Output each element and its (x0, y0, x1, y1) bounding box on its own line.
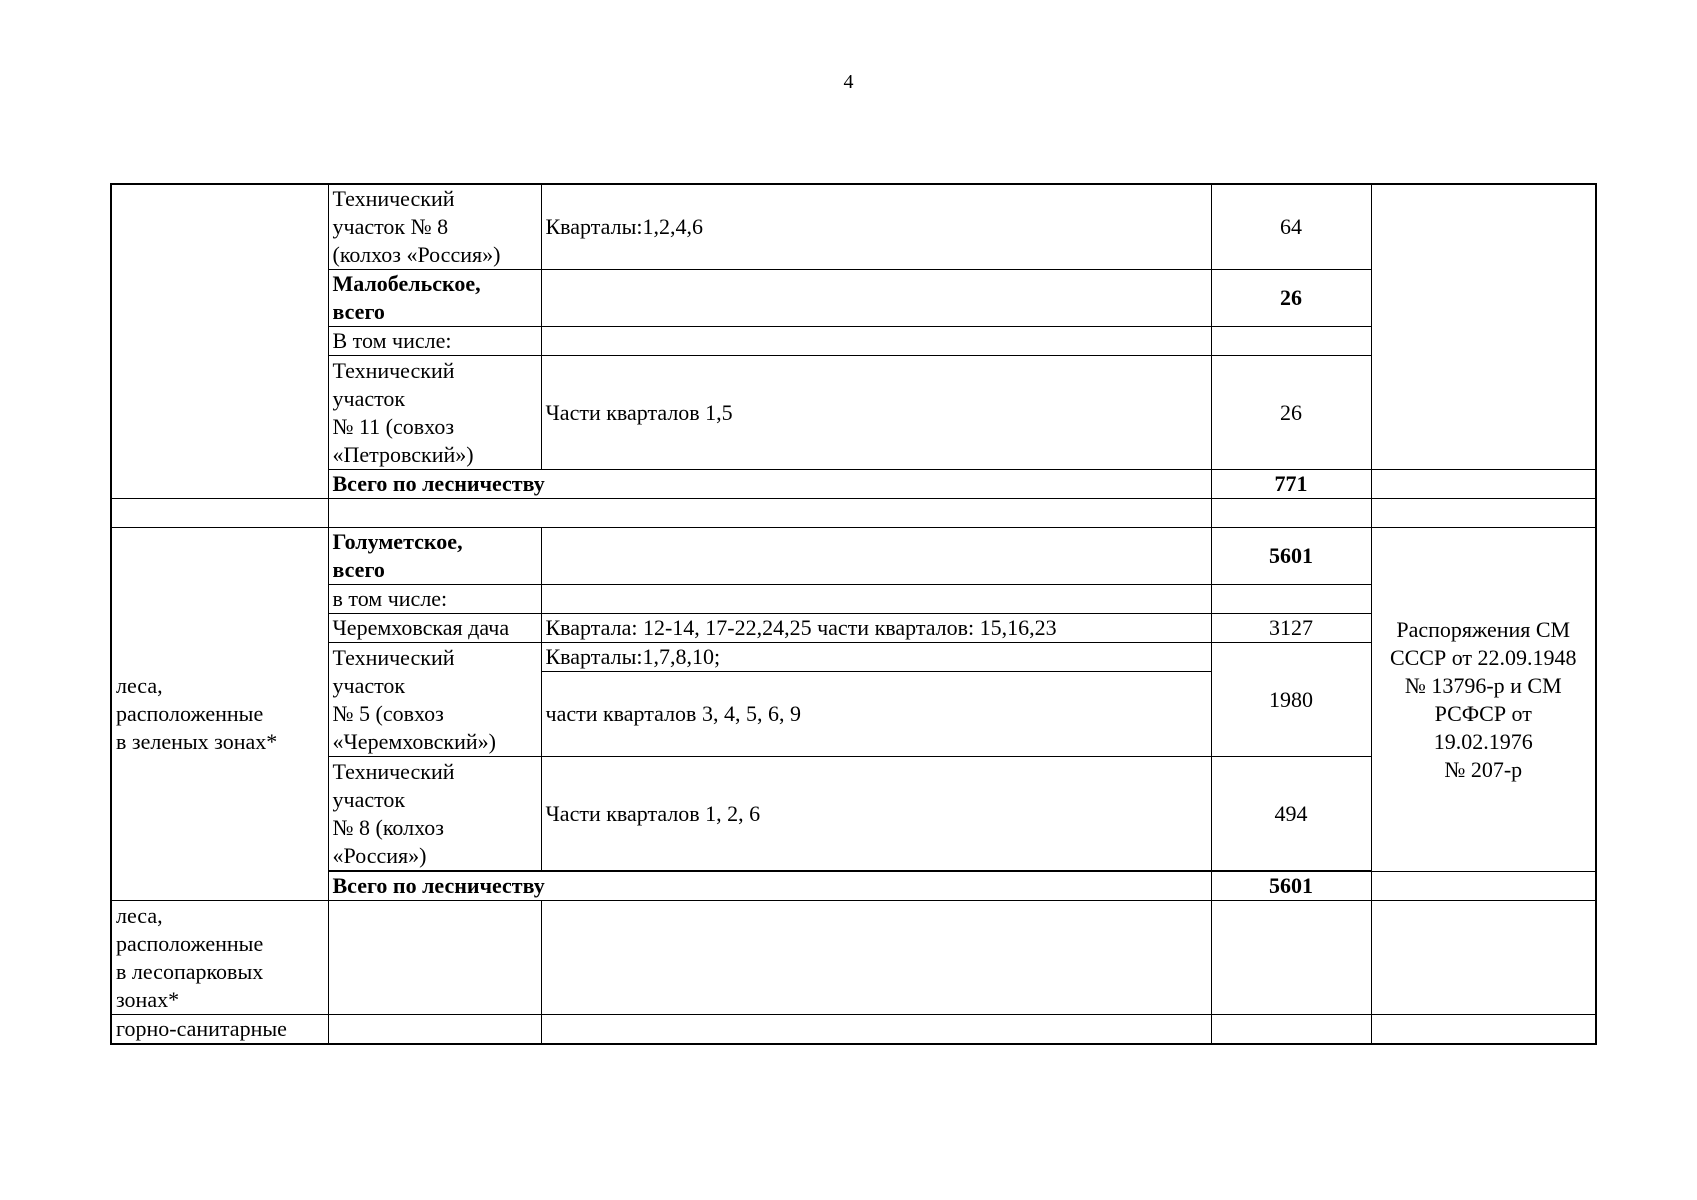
area-cell: 494 (1211, 757, 1371, 871)
section-name-cell (328, 901, 541, 1015)
area-cell: 1980 (1211, 643, 1371, 757)
basis-cell-empty (1371, 470, 1596, 499)
forestry-total-label: Всего по лесничеству (328, 470, 1211, 499)
quarters-cell (541, 585, 1211, 614)
section-name-cell: Технический участок № 8 (колхоз «Россия») (328, 184, 541, 270)
table-row (111, 184, 1596, 270)
area-cell: 26 (1211, 270, 1371, 327)
section-name-cell: В том числе: (328, 327, 541, 356)
quarters-cell (541, 327, 1211, 356)
section-name-cell: Технический участок № 5 (совхоз «Черемховский») (328, 643, 541, 757)
area-cell (1211, 901, 1371, 1015)
quarters-cell (541, 1015, 1211, 1045)
section-name-cell: Черемховская дача (328, 614, 541, 643)
empty-cell (328, 499, 1211, 528)
area-cell: 3127 (1211, 614, 1371, 643)
table-row (111, 872, 1596, 901)
area-cell: 5601 (1211, 528, 1371, 585)
category-cell-empty (111, 184, 328, 499)
page-number: 4 (843, 71, 854, 93)
area-cell (1211, 585, 1371, 614)
basis-cell-empty (1371, 901, 1596, 1015)
quarters-cell (541, 528, 1211, 585)
section-name-cell: Технический участок № 11 (совхоз «Петровский») (328, 356, 541, 470)
quarters-cell: Кварталы:1,2,4,6 (541, 184, 1211, 270)
quarters-cell: Части кварталов 1, 2, 6 (541, 757, 1211, 871)
basis-cell-empty (1371, 1015, 1596, 1045)
area-cell (1211, 1015, 1371, 1045)
area-cell: 64 (1211, 184, 1371, 270)
section-name-cell: в том числе: (328, 585, 541, 614)
forestry-total-label: Всего по лесничеству (328, 872, 1211, 901)
table-row-empty (111, 499, 1596, 528)
area-cell (1211, 327, 1371, 356)
basis-cell-empty (1371, 184, 1596, 470)
table-row (111, 470, 1596, 499)
forestry-total-area: 771 (1211, 470, 1371, 499)
basis-cell-empty (1371, 872, 1596, 901)
area-cell: 26 (1211, 356, 1371, 470)
empty-cell (111, 499, 328, 528)
table-row (111, 901, 1596, 1015)
forestry-total-name-cell: Малобельское, всего (328, 270, 541, 327)
quarters-cell: Квартала: 12-14, 17-22,24,25 части кварталов: 15,16,23 (541, 614, 1211, 643)
quarters-cell: части кварталов 3, 4, 5, 6, 9 (541, 672, 1211, 757)
forestry-total-name-cell: Голуметское, всего (328, 528, 541, 585)
table-row (111, 528, 1596, 585)
quarters-cell (541, 901, 1211, 1015)
category-cell: леса, расположенные в зеленых зонах* (111, 528, 328, 901)
forest-table (110, 183, 1597, 1045)
empty-cell (1371, 499, 1596, 528)
quarters-cell: Кварталы:1,7,8,10; (541, 643, 1211, 672)
basis-cell: Распоряжения СМ СССР от 22.09.1948 № 13796-р и СМ РСФСР от 19.02.1976 № 207-р (1371, 528, 1596, 872)
empty-cell (1211, 499, 1371, 528)
forestry-total-area: 5601 (1211, 872, 1371, 901)
quarters-cell: Части кварталов 1,5 (541, 356, 1211, 470)
category-cell: горно-санитарные (111, 1015, 328, 1045)
section-name-cell (328, 1015, 541, 1045)
category-cell: леса, расположенные в лесопарковых зонах* (111, 901, 328, 1015)
table-row (111, 1015, 1596, 1045)
section-name-cell: Технический участок № 8 (колхоз «Россия») (328, 757, 541, 871)
quarters-cell (541, 270, 1211, 327)
